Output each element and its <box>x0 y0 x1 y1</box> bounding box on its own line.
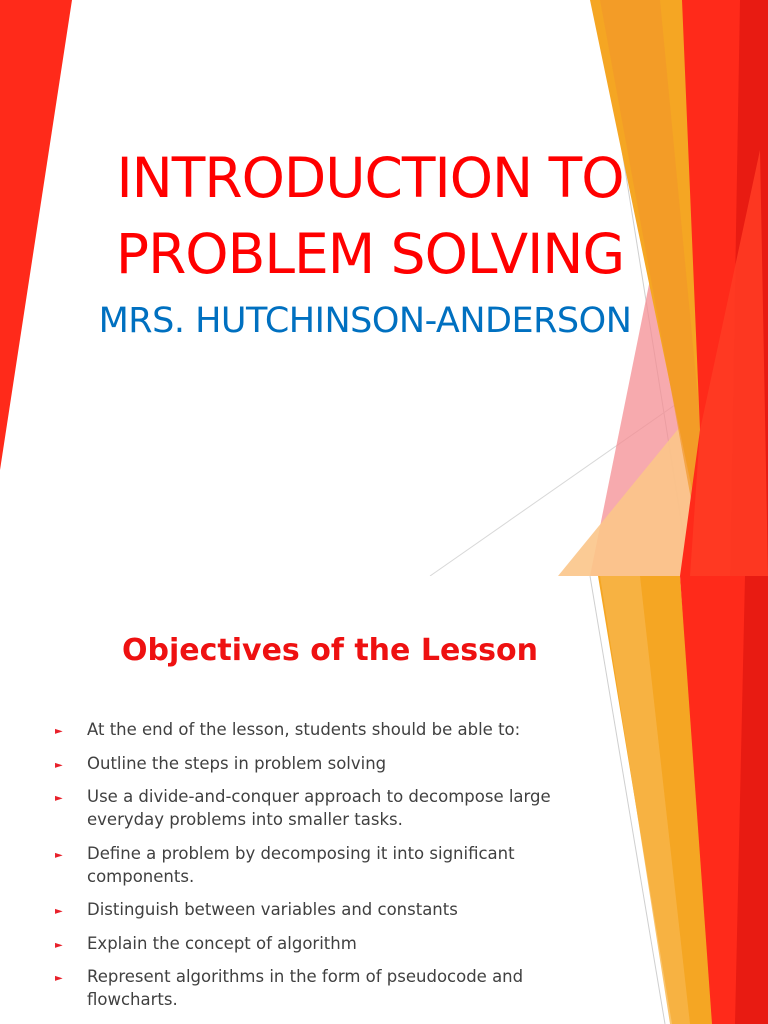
left-red-triangle <box>0 0 72 470</box>
objectives-slide <box>0 576 768 1024</box>
list-item-text: Define a problem by decomposing it into significant components. <box>87 843 515 886</box>
list-item <box>55 898 585 921</box>
list-item-text: Distinguish between variables and constants <box>87 900 458 919</box>
list-item <box>55 932 585 955</box>
slide-subtitle: MRS. HUTCHINSON-ANDERSON <box>98 301 632 341</box>
list-item <box>55 842 585 888</box>
objectives-list <box>55 718 585 1022</box>
arrow-right-icon: ► <box>55 849 63 861</box>
list-item-text: Represent algorithms in the form of pseudocode and flowcharts. <box>87 967 524 1009</box>
arrow-right-icon: ► <box>55 906 63 917</box>
list-item-text: Explain the concept of algorithm <box>87 933 357 953</box>
arrow-right-icon: ► <box>55 939 63 951</box>
slide-title <box>70 140 670 292</box>
list-item <box>55 718 585 741</box>
arrow-right-icon: ► <box>55 793 63 804</box>
arrow-right-icon: ► <box>55 973 63 984</box>
list-item-text: Outline the steps in problem solving <box>87 753 387 773</box>
list-item <box>55 752 585 775</box>
title-line: PROBLEM SOLVING <box>115 222 625 286</box>
title-line: INTRODUCTION TO <box>116 146 624 210</box>
slide-title: Objectives of the Lesson <box>122 633 538 668</box>
list-item-text: At the end of the lesson, students should be able to: <box>87 720 521 739</box>
list-item <box>55 785 585 831</box>
arrow-right-icon: ► <box>55 726 63 737</box>
list-item <box>55 965 585 1011</box>
list-item-text: Use a divide-and-conquer approach to decompose large everyday problems into smaller tasks. <box>87 787 551 829</box>
arrow-right-icon: ► <box>55 759 63 771</box>
